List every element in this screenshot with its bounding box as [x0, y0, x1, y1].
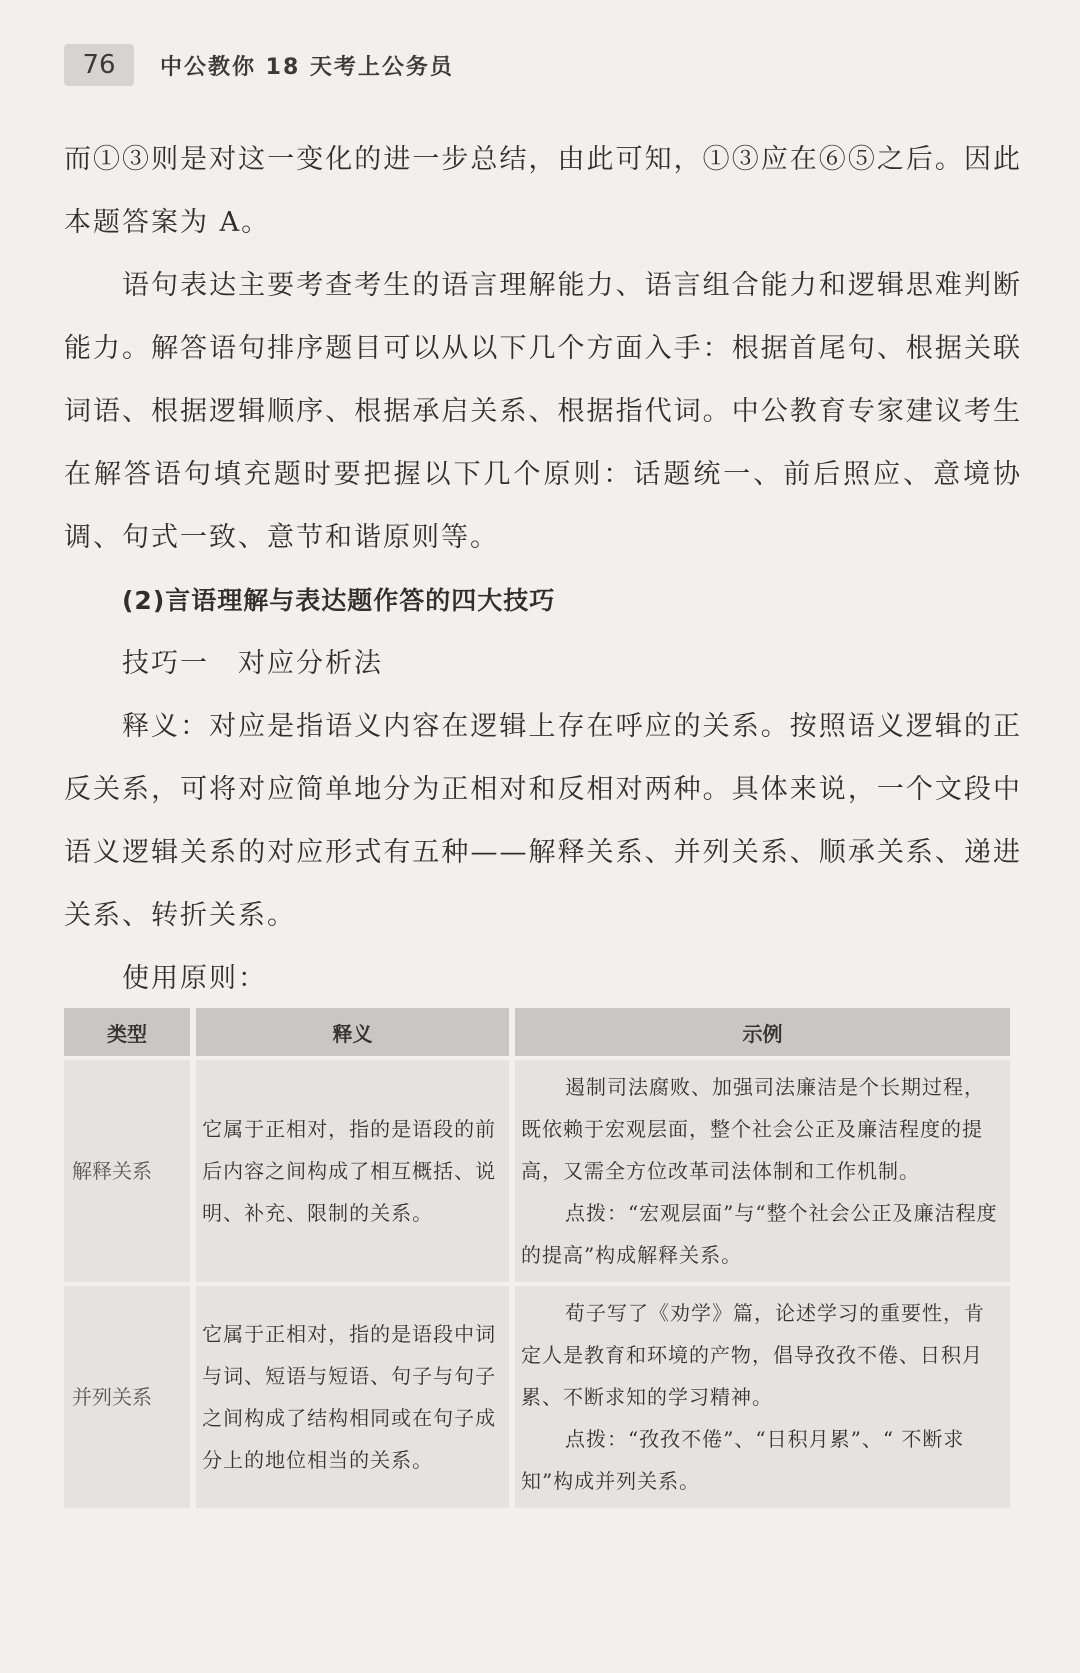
type-cell: 并列关系 [64, 1286, 190, 1508]
section-heading: (2)言语理解与表达题作答的四大技巧 [122, 586, 556, 615]
column-header-example: 示例 [515, 1008, 1010, 1056]
example-text: 荀子写了《劝学》篇，论述学习的重要性，肯定人是教育和环境的产物，倡导孜孜不倦、日积月累、不断求知的学习精神。 [520, 1301, 985, 1409]
page-header [64, 44, 454, 86]
body-text [64, 128, 1022, 1010]
page-number: 76 [64, 44, 134, 86]
hint-text: 点拨：“宏观层面”与“整个社会公正及廉洁程度的提高”构成解释关系。 [520, 1201, 998, 1267]
example-cell [515, 1286, 1010, 1508]
table-row [64, 1060, 1010, 1282]
table-header-row [64, 1008, 1010, 1056]
example-text: 遏制司法腐败、加强司法廉洁是个长期过程，既依赖于宏观层面，整个社会公正及廉洁程度的提高，又需全方位改革司法体制和工作机制。 [520, 1075, 985, 1183]
example-cell [515, 1060, 1010, 1282]
type-cell: 解释关系 [64, 1060, 190, 1282]
column-header-explanation: 释义 [196, 1008, 509, 1056]
paragraph-3: 释义：对应是指语义内容在逻辑上存在呼应的关系。按照语义逻辑的正反关系，可将对应简单地分为正相对和反相对两种。具体来说，一个文段中语义逻辑关系的对应形式有五种——解释关系、并列关系、顺承关系、递进关系、转折关系。 [64, 711, 1022, 931]
hint-text: 点拨：“孜孜不倦”、“日积月累”、“ 不断求知”构成并列关系。 [520, 1427, 965, 1493]
technique-title: 技巧一 对应分析法 [122, 648, 383, 679]
paragraph-1: 而①③则是对这一变化的进一步总结，由此可知，①③应在⑥⑤之后。因此本题答案为 A。 [64, 144, 1022, 238]
principles-table [64, 1004, 1022, 1512]
explanation-cell: 它属于正相对，指的是语段的前后内容之间构成了相互概括、说明、补充、限制的关系。 [196, 1060, 509, 1282]
explanation-cell: 它属于正相对，指的是语段中词与词、短语与短语、句子与句子之间构成了结构相同或在句子成分上的地位相当的关系。 [196, 1286, 509, 1508]
paragraph-2: 语句表达主要考查考生的语言理解能力、语言组合能力和逻辑思难判断能力。解答语句排序题目可以从以下几个方面入手：根据首尾句、根据关联词语、根据逻辑顺序、根据承启关系、根据指代词。中公教育专家建议考生在解答语句填充题时要把握以下几个原则：话题统一、前后照应、意境协调、句式一致、意节和谐原则等。 [64, 270, 1022, 553]
book-title: 中公教你 18 天考上公务员 [160, 54, 454, 80]
column-header-type: 类型 [64, 1008, 190, 1056]
paragraph-4: 使用原则： [122, 963, 267, 994]
table-row [64, 1286, 1010, 1508]
